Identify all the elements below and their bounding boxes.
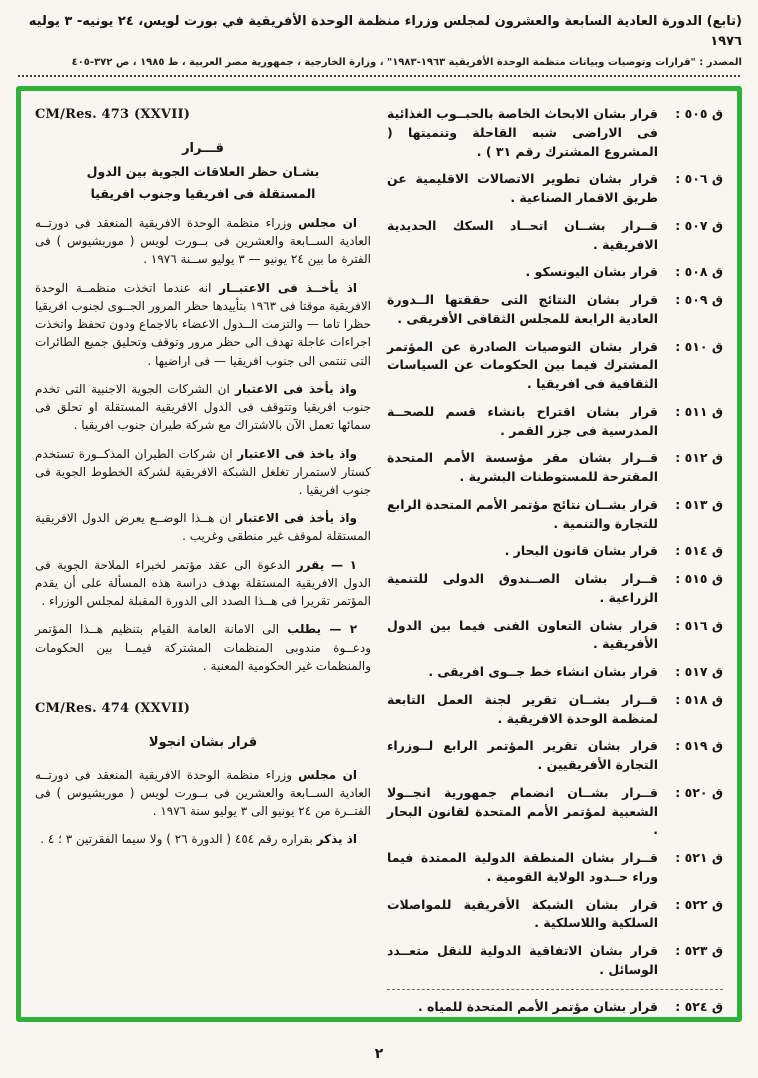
resolution-title: قــرار بشان مقر مؤسسة الأمم المتحدة المقترحة للمستوطنات البشرية . xyxy=(387,450,658,484)
resolution-title: قرار بشان اليونسكو . xyxy=(525,264,658,280)
resolution-number: ق ٥٢٠ : xyxy=(675,784,723,800)
header-session-title: (تابع) الدورة العادية السابعة والعشرون لمجلس وزراء منظمة الوحدة الأفريقية في بورت لويس، ٢٤ يونيه- ٣ يوليه ١٩٧٦ xyxy=(28,14,742,50)
document-header xyxy=(0,0,758,77)
resolution-title: قــرار بشان الصــندوق الدولى للتنمية الزراعية . xyxy=(387,571,658,605)
resolution-number: ق ٥٢٢ : xyxy=(675,896,723,912)
paragraph-text: ان الشركات الجوية الاجنبية التى تخدم جنوب افريقيا وتتوقف فى الدول الافريقية المستقلة او تحلق فى سمائها تعمل الآن بالاشتراك مع شركة طيران جنوب افريقيا . xyxy=(35,381,371,433)
resolution-number: ق ٥٠٩ : xyxy=(675,292,723,307)
resolution-title: قرار بشان انشاء خط جــوى افريقى . xyxy=(428,664,658,679)
paragraph-text: وزراء منظمة الوحدة الافريقية المنعقد فى دورتــه العادية الســابعة والعشرين فى بــورت لويس ( موريشيوس ) فى الفتــرة من ٢٤ يونيو الى ٣ يوليو سنة ١٩٧٦ . xyxy=(35,767,371,818)
resolution-index-item xyxy=(387,849,723,887)
paragraph-lead: واذ يأخذ فى الاعتبار xyxy=(236,511,357,526)
resolution-index-item xyxy=(387,496,723,534)
resolution-title: قرار بشان قانون البحار . xyxy=(504,543,658,559)
resolution-index-item xyxy=(387,663,723,682)
resolution-index-item xyxy=(387,263,723,282)
resolution-number: ق ٥٠٥ : xyxy=(675,106,723,121)
resolution-473-subheading-2: المستقلة فى افريقيا وجنوب افريقيا xyxy=(90,185,316,201)
header-divider xyxy=(18,75,740,77)
resolution-index-item xyxy=(387,338,723,394)
resolution-number: ق ٥١٤ : xyxy=(675,543,723,559)
resolution-474-reference: CM/Res. 474 (XXVII) xyxy=(35,701,191,717)
resolution-number: ق ٥١١ : xyxy=(675,403,723,419)
resolution-index-item xyxy=(387,291,723,329)
resolution-number: ق ٥١٩ : xyxy=(675,738,723,754)
resolution-number: ق ٥١٢ : xyxy=(675,450,723,466)
resolution-index-item xyxy=(387,989,723,1017)
resolution-index-item xyxy=(387,449,723,487)
resolution-index-item xyxy=(387,570,723,608)
resolution-index-item xyxy=(387,105,723,161)
resolution-title: قرار بشان التوصيات الصادرة عن المؤتمر المشترك فيما بين الحكومات عن السياسات الثقافية فى افريقيا . xyxy=(387,338,658,391)
resolution-title: قــرار بشــان اتحــاد السكك الحديدية الافريقية . xyxy=(387,217,658,252)
paragraph-text: انه عندما اتخذت منظمــة الوحدة الافريقية موقتا فى ١٩٦٣ بتأييدها حظر المرور الجــوى لجنوب افريقيا حظرا تاما — والتزمت الــدول الاعضاء بالاجماع ودون تحفظ واتخذت اجراءات عاجلة تهدف الى حظر مرور وتوقف وتحليق جميع الطائرات التى تنتمى الى جنوب افريقيا — فى اراضيها . xyxy=(35,280,372,368)
resolution-473-reference: CM/Res. 473 (XXVII) xyxy=(35,107,191,122)
resolution-title: قــرار بشــان تقرير لجنة العمل التابعة لمنظمة الوحدة الافريقية . xyxy=(387,691,658,726)
paragraph-lead: ٢ — يطلب xyxy=(287,622,358,637)
resolution-title: قرار بشان تقرير المؤتمر الرابع لــوزراء التجارة الأفريقيين . xyxy=(387,738,658,772)
resolution-473-heading: قـــرار xyxy=(182,140,224,156)
resolution-number: ق ٥٠٦ : xyxy=(675,171,723,187)
paragraph xyxy=(35,380,371,435)
paragraph xyxy=(35,445,371,500)
resolution-title: قرار بشان النتائج التى حققتها الــدورة العادية الرابعة للمجلس الثقافى الأفريقى . xyxy=(387,292,658,326)
paragraph-text: بقراره رقم ٤٥٤ ( الدورة ٢٦ ) ولا سيما الفقرتين ٣ ؛ ٤ . xyxy=(40,832,317,847)
resolutions-index-column xyxy=(387,105,723,1014)
paragraph xyxy=(35,830,371,848)
resolution-title: قرار بشان الاتفاقية الدولية للنقل متعــدد الوسائل . xyxy=(387,943,658,977)
content-frame xyxy=(16,86,742,1022)
paragraph-text: ان شركات الطيران المذكــورة تستخدم كستار لاستمرار تغلغل الشبكة الافريقية لشركة الخطوط الجوية فى جنوب افريقيا . xyxy=(35,446,371,497)
paragraph-lead: اذ يأخــذ فى الاعتبــار xyxy=(219,280,357,295)
resolution-title: قرار بشــان نتائج مؤتمر الأمم المتحدة الرابع للتجارة والتنمية . xyxy=(387,496,658,531)
resolution-index-item xyxy=(387,737,723,775)
resolution-number: ق ٥١٧ : xyxy=(675,664,723,679)
resolution-index-item xyxy=(387,942,723,980)
resolution-text-column xyxy=(35,105,371,1007)
resolution-index-item xyxy=(387,691,723,729)
resolution-474-heading: قرار بشان انجولا xyxy=(148,734,258,750)
resolution-index-item xyxy=(387,170,723,208)
resolution-number: ق ٥٢٣ : xyxy=(675,943,723,958)
resolution-title: قــرار بشــان انضمام جمهورية انجــولا الشعبية لمؤتمر الأمم المتحدة لقانون البحار . xyxy=(387,784,658,838)
paragraph-lead: اذ يذكر xyxy=(316,832,357,847)
resolution-title: قرار بشان الابحاث الخاصة بالحبــوب الغذائية فى الاراضى شبه القاحلة وتنميتها ( المشروع المشترك رقم ٣١ ) . xyxy=(387,106,658,159)
paragraph xyxy=(35,620,371,675)
resolution-title: قرار بشان تطوير الاتصالات الاقليمية عن طريق الاقمار الصناعية . xyxy=(387,171,658,205)
paragraph-lead: واذ يأخذ فى الاعتبار xyxy=(235,381,357,396)
resolution-number: ق ٥١٠ : xyxy=(675,338,723,354)
paragraph-text: وزراء منظمة الوحدة الافريقية المنعقد فى دورتــه العادية الســابعة والعشرين فى بــورت لويس ( موريشيوس ) فى الفترة ما بين ٢٤ يونيو — ٣ يوليو ســنة ١٩٧٦ . xyxy=(35,215,371,267)
resolution-index-item xyxy=(387,784,723,840)
resolution-title: قرار بشان مؤتمر الأمم المتحدة للمياه . xyxy=(417,998,658,1014)
resolution-number: ق ٥٢٤ : xyxy=(675,998,723,1014)
resolution-number: ق ٥١٨ : xyxy=(675,691,723,707)
paragraph xyxy=(35,509,371,545)
resolution-index-item xyxy=(387,896,723,934)
resolution-number: ق ٥٠٧ : xyxy=(675,217,723,233)
paragraph-lead: ان مجلس xyxy=(298,767,357,782)
page-number: ٢ xyxy=(374,1046,384,1062)
resolution-473-subheading-1: بشـان حظر العلاقات الجوية بين الدول xyxy=(86,164,320,180)
resolution-474-section xyxy=(35,699,371,848)
paragraph xyxy=(35,279,371,370)
resolution-index-item xyxy=(387,617,723,655)
paragraph xyxy=(35,766,371,821)
header-source-line: المصدر : "قرارات وتوصيات وبيانات منظمة الوحدة الأفريقية ١٩٦٣-١٩٨٣" ، وزارة الخارجية ، جمهورية مصر العربية ، ط ١٩٨٥ ، ص ٣٧٢-٤٠٥ xyxy=(71,57,742,69)
resolution-number: ق ٥٢١ : xyxy=(675,850,723,865)
paragraph-text: الدعوة الى عقد مؤتمر لخبراء الملاحة الجوية فى الدول الافريقية المستقلة بهدف دراسة هذه المسألة على أن يقدم المؤتمر تقريرا فى هــذا الصدد الى الدورة المقبلة لمجلس الوزراء . xyxy=(35,557,371,609)
resolution-title: قرار بشان التعاون الفنى فيما بين الدول الأفريقية . xyxy=(387,617,658,652)
paragraph xyxy=(35,214,371,269)
resolution-index-item xyxy=(387,217,723,255)
resolution-index-item xyxy=(387,542,723,561)
paragraph-lead: ١ — يقرر xyxy=(296,557,357,572)
resolution-number: ق ٥١٦ : xyxy=(675,617,723,633)
paragraph xyxy=(35,556,371,611)
resolution-title: قرار بشان الشبكة الأفريقية للمواصلات السلكية واللاسلكية . xyxy=(387,896,658,931)
paragraph-lead: واذ ياخذ فى الاعتبار xyxy=(237,446,357,461)
resolution-473-section xyxy=(35,105,371,675)
paragraph-text: الى الامانة العامة القيام بتنظيم هــذا المؤتمر ودعــوة مندوبى المنظمات المشتركة فيمــا بين الحكومات والمنظمات غير الحكومية المعنية . xyxy=(35,622,371,673)
paragraph-text: ان هــذا الوضــع يعرض الدول الافريقية المستقلة لموقف غير منطقى وغريب . xyxy=(35,511,371,544)
paragraph-lead: ان مجلس xyxy=(298,215,357,230)
resolution-number: ق ٥١٣ : xyxy=(675,496,723,512)
resolution-number: ق ٥٠٨ : xyxy=(675,264,723,280)
resolution-index-item xyxy=(387,403,723,441)
resolution-title: قــرار بشان المنطقة الدولية الممتدة فيما وراء حــدود الولاية القومية . xyxy=(387,850,658,884)
resolution-title: قرار بشان اقتراح بانشاء قسم للصحــة المدرسية فى جزر القمر . xyxy=(387,403,658,438)
resolution-number: ق ٥١٥ : xyxy=(675,571,723,586)
